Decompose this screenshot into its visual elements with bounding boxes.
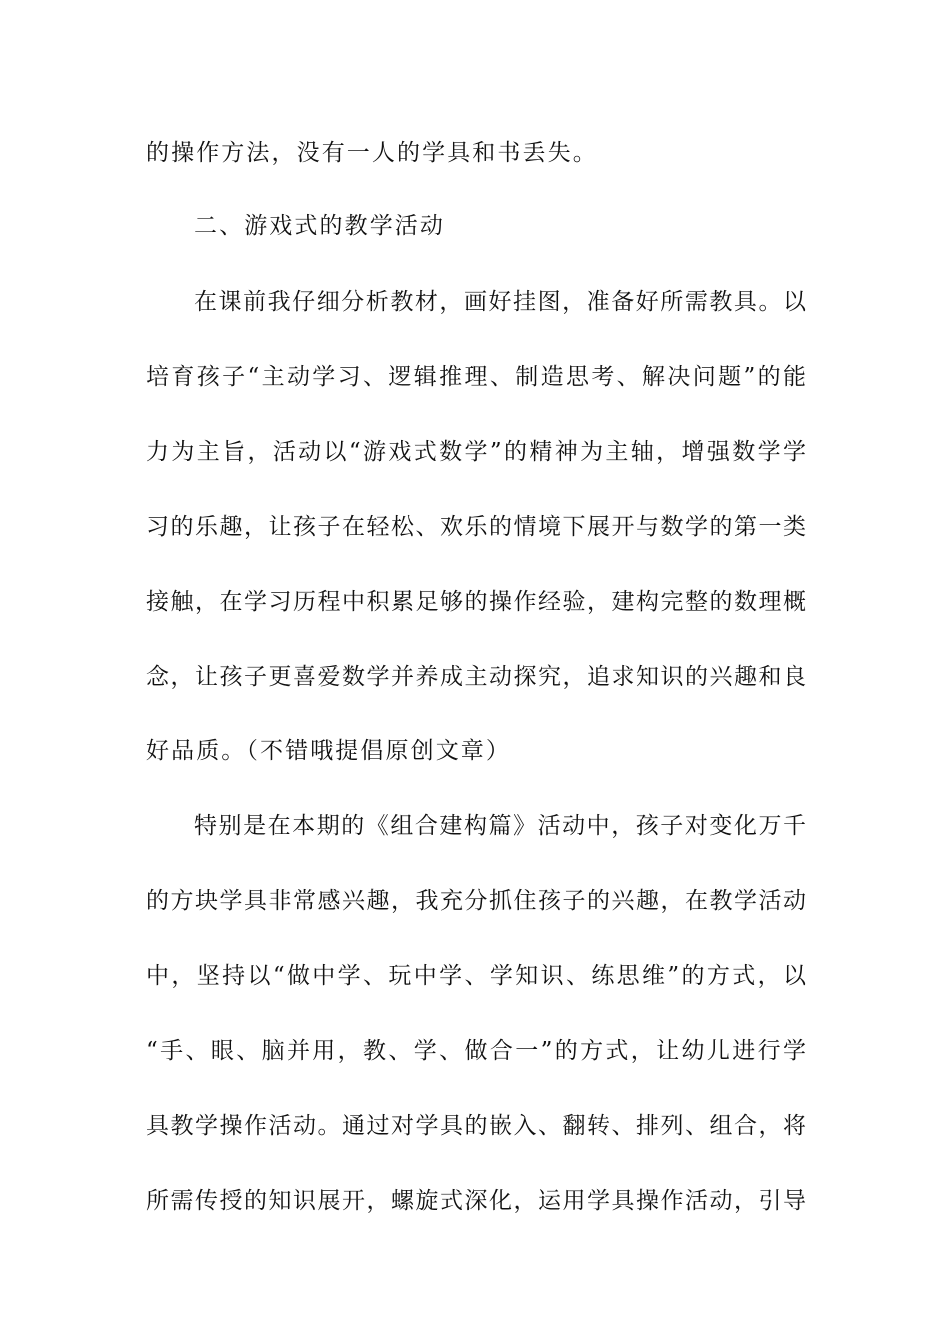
text-line: 的方块学具非常感兴趣，我充分抓住孩子的兴趣，在教学活动 <box>146 888 806 914</box>
text-line: 培育孩子“主动学习、逻辑推理、制造思考、解决问题”的能 <box>146 364 806 390</box>
text-line: 的操作方法，没有一人的学具和书丢失。 <box>146 140 598 166</box>
text-line: 特别是在本期的《组合建构篇》活动中，孩子对变化万千 <box>194 813 806 839</box>
text-line: 好品质。（不错哦提倡原创文章） <box>146 738 511 764</box>
text-line: 具教学操作活动。通过对学具的嵌入、翻转、排列、组合，将 <box>146 1113 806 1139</box>
text-line: 接触，在学习历程中积累足够的操作经验，建构完整的数理概 <box>146 589 806 615</box>
section-heading: 二、游戏式的教学活动 <box>194 213 445 239</box>
text-line: 念，让孩子更喜爱数学并养成主动探究，追求知识的兴趣和良 <box>146 664 806 690</box>
text-line: 在课前我仔细分析教材，画好挂图，准备好所需教具。以 <box>194 289 806 315</box>
text-line: 习的乐趣，让孩子在轻松、欢乐的情境下展开与数学的第一类 <box>146 514 806 540</box>
text-line: “手、眼、脑并用，教、学、做合一”的方式，让幼儿进行学 <box>146 1038 806 1064</box>
text-line: 所需传授的知识展开，螺旋式深化，运用学具操作活动，引导 <box>146 1188 806 1214</box>
text-line: 中，坚持以“做中学、玩中学、学知识、练思维”的方式，以 <box>146 963 806 989</box>
text-line: 力为主旨，活动以“游戏式数学”的精神为主轴，增强数学学 <box>146 439 806 465</box>
